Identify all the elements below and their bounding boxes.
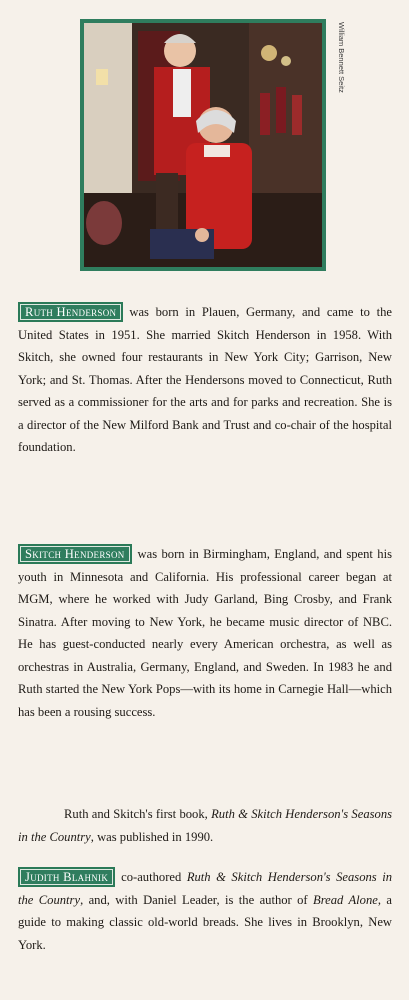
book-note-title: Ruth & Skitch Henderson's Seasons in the Country <box>18 807 393 844</box>
author-photo <box>84 23 322 267</box>
author-photo-frame <box>80 19 326 271</box>
judith-book2: Bread Alone <box>313 892 378 907</box>
book-note-tail: , was published in 1990. <box>90 829 214 844</box>
judith-bio-part3: , a guide to making classic old-world breads. She lives in Brooklyn, New York. <box>18 892 392 952</box>
judith-book1: Ruth & Skitch Henderson's Seasons in the Country <box>18 870 393 907</box>
skitch-bio-text: was born in Birmingham, England, and spent his youth in Minnesota and California. His professional career began at MGM, where he worked with Judy Garland, Bing Crosby, and Frank Sinatra. After moving to New York, he became music director of NBC. He has guest-conducted nearly every American orchestra, as well as orchestras in Australia, Germany, England, and Sweden. In 1983 he and Ruth started the New York Pops—with its home in Carnegie Hall—which has been a rousing success. <box>18 547 392 719</box>
skitch-bio <box>18 543 392 723</box>
ruth-bio-text: was born in Plauen, Germany, and came to the United States in 1951. She married Skitch Henderson in 1958. With Skitch, she owned four restaurants in New York City; Garrison, New York; and St. Thomas. After the Hendersons moved to Connecticut, Ruth served as a commissioner for the arts and for parks and recreation. She is a director of the New Milford Bank and Trust and co-chair of the hospital foundation. <box>18 305 392 454</box>
book-note-lead: Ruth and Skitch's first book, <box>64 807 208 821</box>
ruth-bio <box>18 301 392 459</box>
photo-credit: William Bennett Seitz <box>337 22 346 93</box>
judith-name-tag: Judith Blahnik <box>18 867 115 887</box>
judith-bio-part2: , and, with Daniel Leader, is the author of <box>80 892 308 907</box>
book-note <box>18 803 392 848</box>
judith-bio-part1: co-authored <box>121 870 182 884</box>
judith-bio <box>18 866 392 956</box>
skitch-name-tag: Skitch Henderson <box>18 544 132 564</box>
author-photo-illustration <box>84 23 322 267</box>
ruth-name-tag: Ruth Henderson <box>18 302 123 322</box>
